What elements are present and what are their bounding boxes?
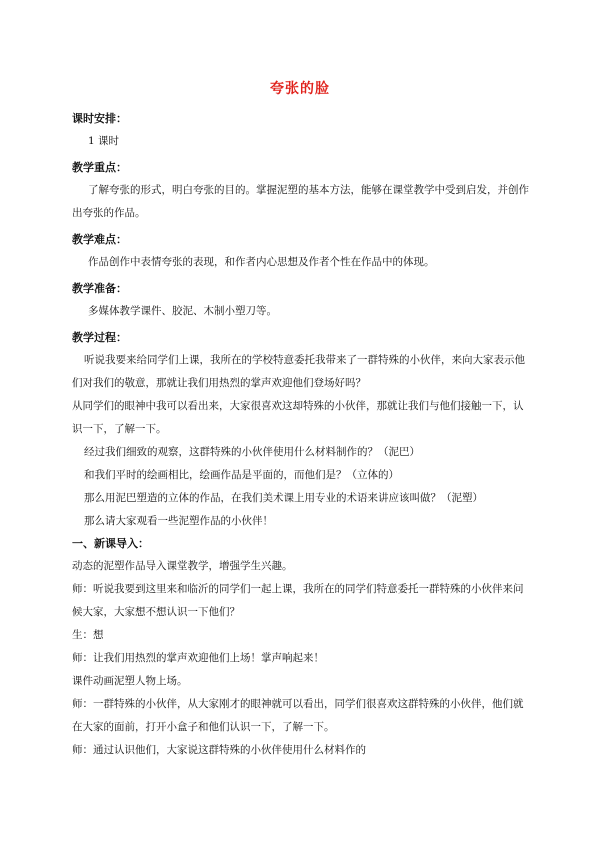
process-paragraph: 那么请大家观看一些泥塑作品的小伙伴！ (84, 515, 273, 527)
difficulties-text: 作品创作中表情夸张的表现，和作者内心思想及作者个性在作品中的体现。 (88, 256, 435, 268)
intro-paragraph: 师：听说我要到这里来和临沂的同学们一起上课，我所在的同学们特意委托一群特殊的小伙伴来问候大家，大家想不想认识一下他们？ (72, 583, 524, 618)
schedule-text: 1 课时 (88, 135, 120, 147)
process-paragraph: 经过我们细致的观察，这群特殊的小伙伴使用什么材料制作的？（泥巴） (84, 446, 420, 458)
process-paragraph: 和我们平时的绘画相比，绘画作品是平面的，而他们是？（立体的） (84, 469, 399, 481)
intro-paragraph: 师：一群特殊的小伙伴，从大家刚才的眼神就可以看出，同学们很喜欢这群特殊的小伙伴，他们就在大家的面前，打开小盒子和他们认识一下，了解一下。 (72, 698, 524, 733)
intro-paragraph: 生：想 (72, 629, 104, 641)
preparation-text: 多媒体教学课件、胶泥、木制小塑刀等。 (88, 305, 277, 317)
schedule-heading: 课时安排： (72, 112, 127, 125)
process-paragraph: 听说我要来给同学们上课，我所在的学校特意委托我带来了一群特殊的小伙伴，来向大家表示他们对我们的敬意，那就让我们用热烈的掌声欢迎他们登场好吗？ (72, 354, 525, 389)
intro-paragraph: 动态的泥塑作品导入课堂教学，增强学生兴趣。 (72, 560, 293, 572)
difficulties-heading: 教学难点： (72, 233, 127, 246)
document-title: 夸张的脸 (270, 81, 330, 97)
process-paragraph: 那么用泥巴塑造的立体的作品，在我们美术课上用专业的术语来讲应该叫做？（泥塑） (84, 492, 483, 504)
intro-paragraph: 师：通过认识他们，大家说这群特殊的小伙伴使用什么材料作的 (72, 744, 366, 756)
intro-paragraph: 师：让我们用热烈的掌声欢迎他们上场！掌声响起来！ (72, 652, 324, 664)
process-heading: 教学过程： (72, 331, 127, 344)
preparation-heading: 教学准备： (72, 282, 127, 295)
key-points-heading: 教学重点： (72, 161, 127, 174)
process-paragraph: 从同学们的眼神中我可以看出来，大家很喜欢这却特殊的小伙伴，那就让我们与他们接触一下，认识一下，了解一下。 (72, 400, 524, 435)
key-points-text: 了解夸张的形式，明白夸张的目的。掌握泥塑的基本方法，能够在课堂教学中受到启发，并创作出夸张的作品。 (72, 184, 529, 219)
intro-heading: 一、新课导入： (72, 537, 149, 550)
document-body (72, 108, 532, 762)
intro-paragraph: 课件动画泥塑人物上场。 (72, 675, 188, 687)
